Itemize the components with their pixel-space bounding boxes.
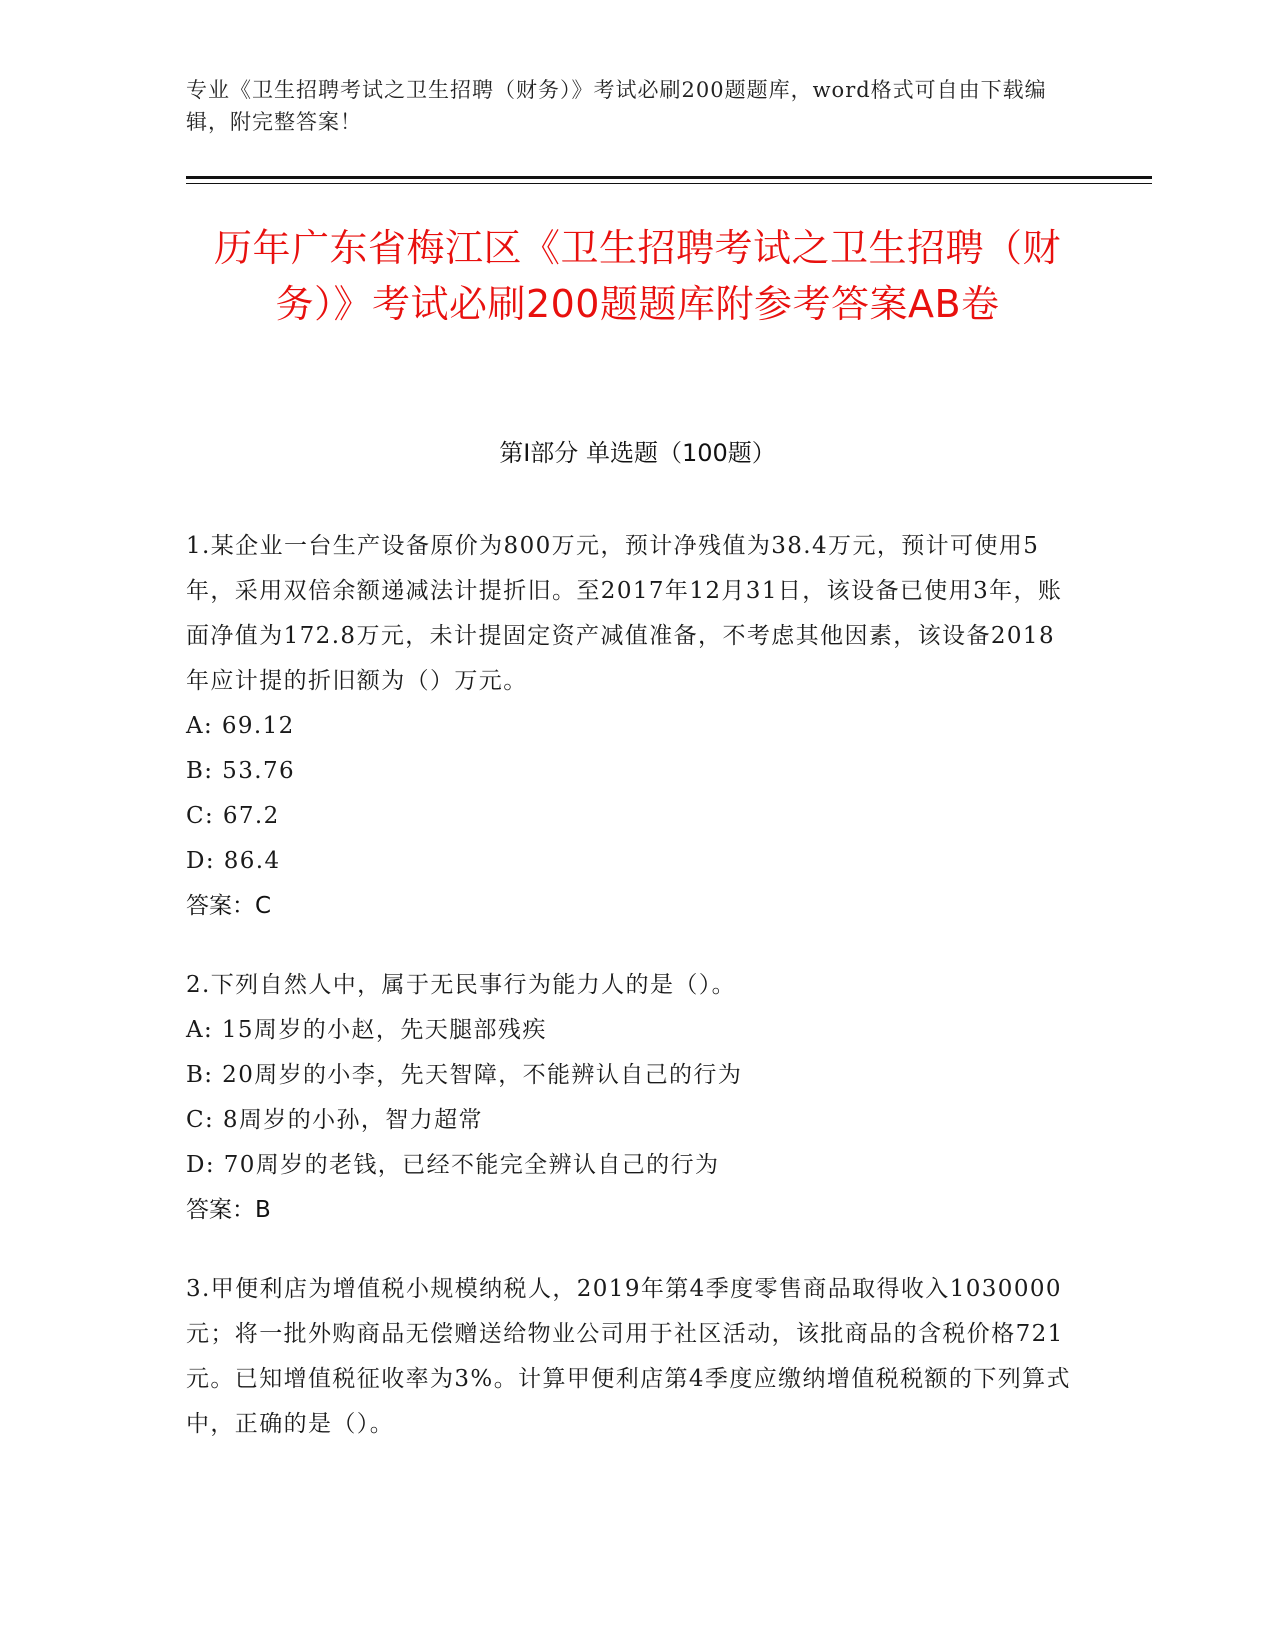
option-d: D: 86.4 [186, 848, 281, 874]
document-title: 历年广东省梅江区《卫生招聘考试之卫生招聘（财务）》考试必刷200题题库附参考答案AB卷 [213, 226, 1061, 326]
option-b: B: 20周岁的小李，先天智障，不能辨认自己的行为 [186, 1062, 743, 1088]
section-title: 第I部分 单选题（100题） [499, 439, 776, 467]
header-divider-thick [186, 176, 1152, 179]
answer: 答案：B [186, 1197, 271, 1223]
option-a: A: 69.12 [186, 713, 295, 739]
option-c: C: 8周岁的小孙，智力超常 [186, 1107, 483, 1133]
answer: 答案：C [186, 893, 272, 919]
header-note: 专业《卫生招聘考试之卫生招聘（财务）》考试必刷200题题库，word格式可自由下载编辑，附完整答案！ [186, 78, 1047, 134]
question-stem: 1.某企业一台生产设备原价为800万元，预计净残值为38.4万元，预计可使用5年，采用双倍余额递减法计提折旧。至2017年12月31日，该设备已使用3年，账面净值为172.8万元，未计提固定资产减值准备，不考虑其他因素，该设备2018年应计提的折旧额为（）万元。 [186, 533, 1063, 694]
question-stem: 2.下列自然人中，属于无民事行为能力人的是（）。 [186, 972, 737, 998]
option-d: D: 70周岁的老钱，已经不能完全辨认自己的行为 [186, 1152, 720, 1178]
header-divider-thin [186, 183, 1152, 184]
question-2 [186, 963, 1076, 1233]
option-a: A: 15周岁的小赵，先天腿部残疾 [186, 1017, 547, 1043]
question-1 [186, 524, 1076, 929]
option-c: C: 67.2 [186, 803, 280, 829]
question-3 [186, 1267, 1076, 1447]
question-list [186, 524, 1076, 1481]
question-stem: 3.甲便利店为增值税小规模纳税人，2019年第4季度零售商品取得收入1030000元；将一批外购商品无偿赠送给物业公司用于社区活动，该批商品的含税价格721元。已知增值税征收率为3%。计算甲便利店第4季度应缴纳增值税税额的下列算式中，正确的是（）。 [186, 1276, 1071, 1437]
option-b: B: 53.76 [186, 758, 296, 784]
